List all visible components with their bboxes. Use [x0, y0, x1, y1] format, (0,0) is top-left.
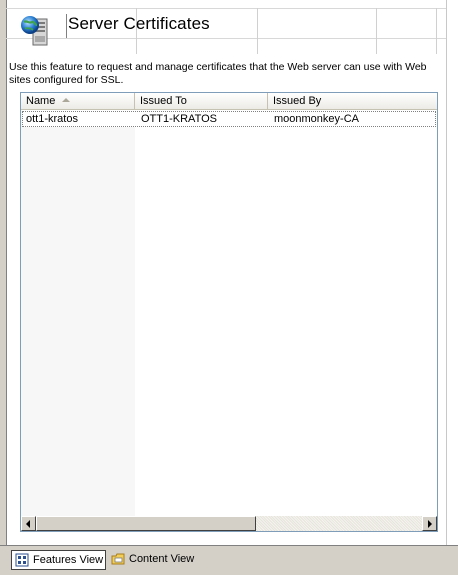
feature-description: Use this feature to request and manage certificates that the Web server can use with Web sites configured for SSL. [9, 61, 427, 86]
server-certificate-icon [19, 13, 55, 49]
features-view-tab[interactable] [11, 550, 106, 570]
scroll-left-button[interactable] [21, 516, 36, 531]
window-left-edge [0, 0, 7, 548]
content-view-tab[interactable] [108, 550, 196, 570]
features-view-icon [15, 553, 29, 567]
content-view-label: Content View [129, 553, 195, 565]
column-header-name[interactable] [21, 93, 135, 110]
page-title: Server Certificates [68, 14, 210, 33]
certificates-list[interactable] [20, 92, 438, 532]
window-right-edge [446, 0, 458, 548]
column-header-label: Name [26, 95, 56, 107]
ghost-line [6, 38, 446, 39]
sort-ascending-icon [62, 98, 70, 102]
column-header-label: Issued By [273, 95, 322, 107]
ghost-line [257, 8, 258, 54]
cell-name: ott1-kratos [26, 113, 78, 125]
ghost-line [6, 8, 446, 9]
arrow-right-icon [428, 520, 432, 528]
cell-issued-by: moonmonkey-CA [274, 113, 359, 125]
view-switcher-bar [0, 545, 458, 575]
column-header-issued-to[interactable] [135, 93, 268, 110]
ghost-line [376, 8, 377, 54]
title-separator [66, 14, 67, 38]
ghost-line [436, 8, 437, 54]
cell-issued-to: OTT1-KRATOS [141, 113, 217, 125]
horizontal-scrollbar[interactable] [21, 516, 437, 531]
scrollbar-thumb[interactable] [36, 516, 256, 531]
column-header-issued-by[interactable] [268, 93, 438, 110]
column-header-label: Issued To [140, 95, 187, 107]
features-view-label: Features View [33, 554, 104, 566]
sorted-column-highlight [21, 111, 135, 516]
table-row[interactable] [22, 111, 436, 127]
arrow-left-icon [26, 520, 30, 528]
scroll-right-button[interactable] [422, 516, 437, 531]
content-view-icon [111, 552, 125, 566]
